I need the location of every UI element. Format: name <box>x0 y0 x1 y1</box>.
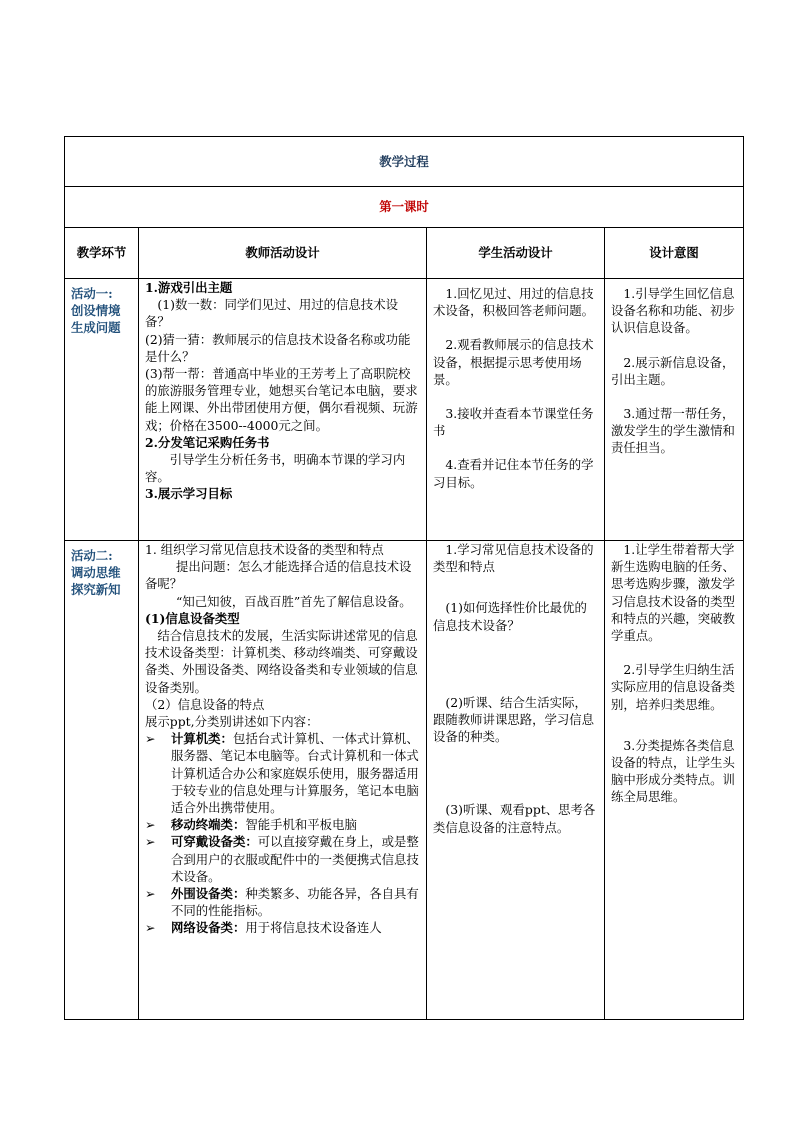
item-label: 可穿戴设备类： <box>171 834 258 850</box>
stage-label: 调动思维 <box>71 565 121 581</box>
arrow-bullet-icon: ➢ <box>145 731 156 747</box>
paragraph: （2）信息设备的特点 <box>145 696 265 712</box>
header-teacher-activity: 教师活动设计 <box>139 228 427 279</box>
item-label: 移动终端类： <box>171 817 246 833</box>
item-text: 包括台式计算机、一体式计算机、服务器、笔记本电脑等。台式计算机和一体式计算机适合办公和家庭娱乐使用，服务器适用于较专业的信息处理与计算服务，笔记本电脑适合外出携带使用。 <box>171 731 419 816</box>
paragraph: 1. 组织学习常见信息技术设备的类型和特点 <box>145 542 384 557</box>
paragraph: 3.分类提炼各类信息设备的特点，让学生头脑中形成分类特点。训练全局思维。 <box>611 737 735 805</box>
paragraph: 展示ppt,分类别讲述如下内容： <box>145 714 319 730</box>
header-design-intent: 设计意图 <box>605 228 744 279</box>
paragraph: (1)数一数：同学们见过、用过的信息技术设备？ <box>145 297 398 330</box>
step-heading: 2.分发笔记采购任务书 <box>145 434 270 450</box>
student-activity-cell <box>427 279 605 541</box>
stage-cell <box>65 541 139 1020</box>
design-intent-cell <box>605 279 744 541</box>
lesson-period-label: 第一课时 <box>65 187 744 228</box>
item-label: 网络设备类： <box>171 920 246 936</box>
list-item <box>145 833 420 885</box>
header-stage: 教学环节 <box>65 228 139 279</box>
paragraph: 2.展示新信息设备，引出主题。 <box>611 354 735 387</box>
table-title: 教学过程 <box>65 137 744 187</box>
step-heading: 1.游戏引出主题 <box>145 280 233 295</box>
paragraph: 提出问题：怎么才能选择合适的信息技术设备呢？ <box>145 559 412 592</box>
paragraph: 3.通过帮一帮任务，激发学生的学生激情和责任担当。 <box>611 406 735 456</box>
paragraph: 引导学生分析任务书，明确本节课的学习内容。 <box>145 452 406 485</box>
item-label: 计算机类： <box>171 731 233 747</box>
list-item <box>145 730 420 816</box>
item-label: 外围设备类： <box>171 886 246 902</box>
teacher-activity-cell <box>139 279 427 541</box>
table-row <box>65 279 744 541</box>
paragraph: 3.接收并查看本节课堂任务书 <box>433 406 594 439</box>
paragraph: (1)如何选择性价比最优的信息技术设备？ <box>433 600 587 633</box>
arrow-bullet-icon: ➢ <box>145 834 156 850</box>
section-heading: (1)信息设备类型 <box>145 610 240 626</box>
paragraph: 1.回忆见过、用过的信息技术设备，积极回答老师问题。 <box>433 286 595 319</box>
lesson-process-table <box>64 136 744 1020</box>
paragraph: 2.观看教师展示的信息技术设备，根据提示思考使用场景。 <box>433 337 594 387</box>
stage-label: 创设情境 <box>71 303 121 319</box>
stage-label: 生成问题 <box>71 320 121 336</box>
stage-label: 活动二: <box>71 548 113 563</box>
item-text: 智能手机和平板电脑 <box>245 817 357 833</box>
student-activity-cell <box>427 541 605 1020</box>
table-row <box>65 541 744 1020</box>
paragraph: (3)帮一帮：普通高中毕业的王芳考上了高职院校的旅游服务管理专业，她想买台笔记本电脑，要求能上网课、外出带团使用方便，偶尔看视频、玩游戏；价格在3500--4000元之间。 <box>145 366 418 433</box>
paragraph: 1.学习常见信息技术设备的类型和特点 <box>433 542 594 575</box>
paragraph: “知己知彼，百战百胜”首先了解信息设备。 <box>176 593 412 609</box>
list-item <box>145 816 420 833</box>
stage-cell <box>65 279 139 541</box>
list-item <box>145 919 420 936</box>
paragraph: 结合信息技术的发展，生活实际讲述常见的信息技术设备类型：计算机类、移动终端类、可穿戴设备类、外围设备类、网络设备类和专业领域的信息设备类别。 <box>145 628 418 695</box>
paragraph: 2.引导学生归纳生活实际应用的信息设备类别，培养归类思维。 <box>611 662 735 712</box>
item-text: 可以直接穿戴在身上，或是整合到用户的衣服或配件中的一类便携式信息技术设备。 <box>171 834 419 884</box>
item-text: 用于将信息技术设备连人 <box>245 920 382 936</box>
paragraph: 4.查看并记住本节任务的学习目标。 <box>433 457 594 490</box>
step-heading: 3.展示学习目标 <box>145 486 233 502</box>
list-item <box>145 885 420 919</box>
stage-label: 活动一: <box>71 286 113 301</box>
paragraph: (2)听课、结合生活实际，跟随教师讲课思路，学习信息设备的种类。 <box>433 694 595 745</box>
teacher-activity-cell <box>139 541 427 1020</box>
stage-label: 探究新知 <box>71 582 121 598</box>
paragraph: 1.让学生带着帮大学新生选购电脑的任务、思考选购步骤，激发学习信息技术设备的类型和特点的兴趣，突破教学重点。 <box>611 542 735 644</box>
arrow-bullet-icon: ➢ <box>145 886 156 902</box>
arrow-bullet-icon: ➢ <box>145 920 156 936</box>
header-student-activity: 学生活动设计 <box>427 228 605 279</box>
paragraph: (3)听课、观看ppt、思考各类信息设备的注意特点。 <box>433 802 596 835</box>
paragraph: (2)猜一猜：教师展示的信息技术设备名称或功能是什么？ <box>145 331 411 364</box>
design-intent-cell <box>605 541 744 1020</box>
paragraph: 1.引导学生回忆信息设备名称和功能、初步认识信息设备。 <box>611 286 735 336</box>
item-text: 种类繁多、功能各异，各自具有不同的性能指标。 <box>171 886 419 919</box>
arrow-bullet-icon: ➢ <box>145 817 156 833</box>
